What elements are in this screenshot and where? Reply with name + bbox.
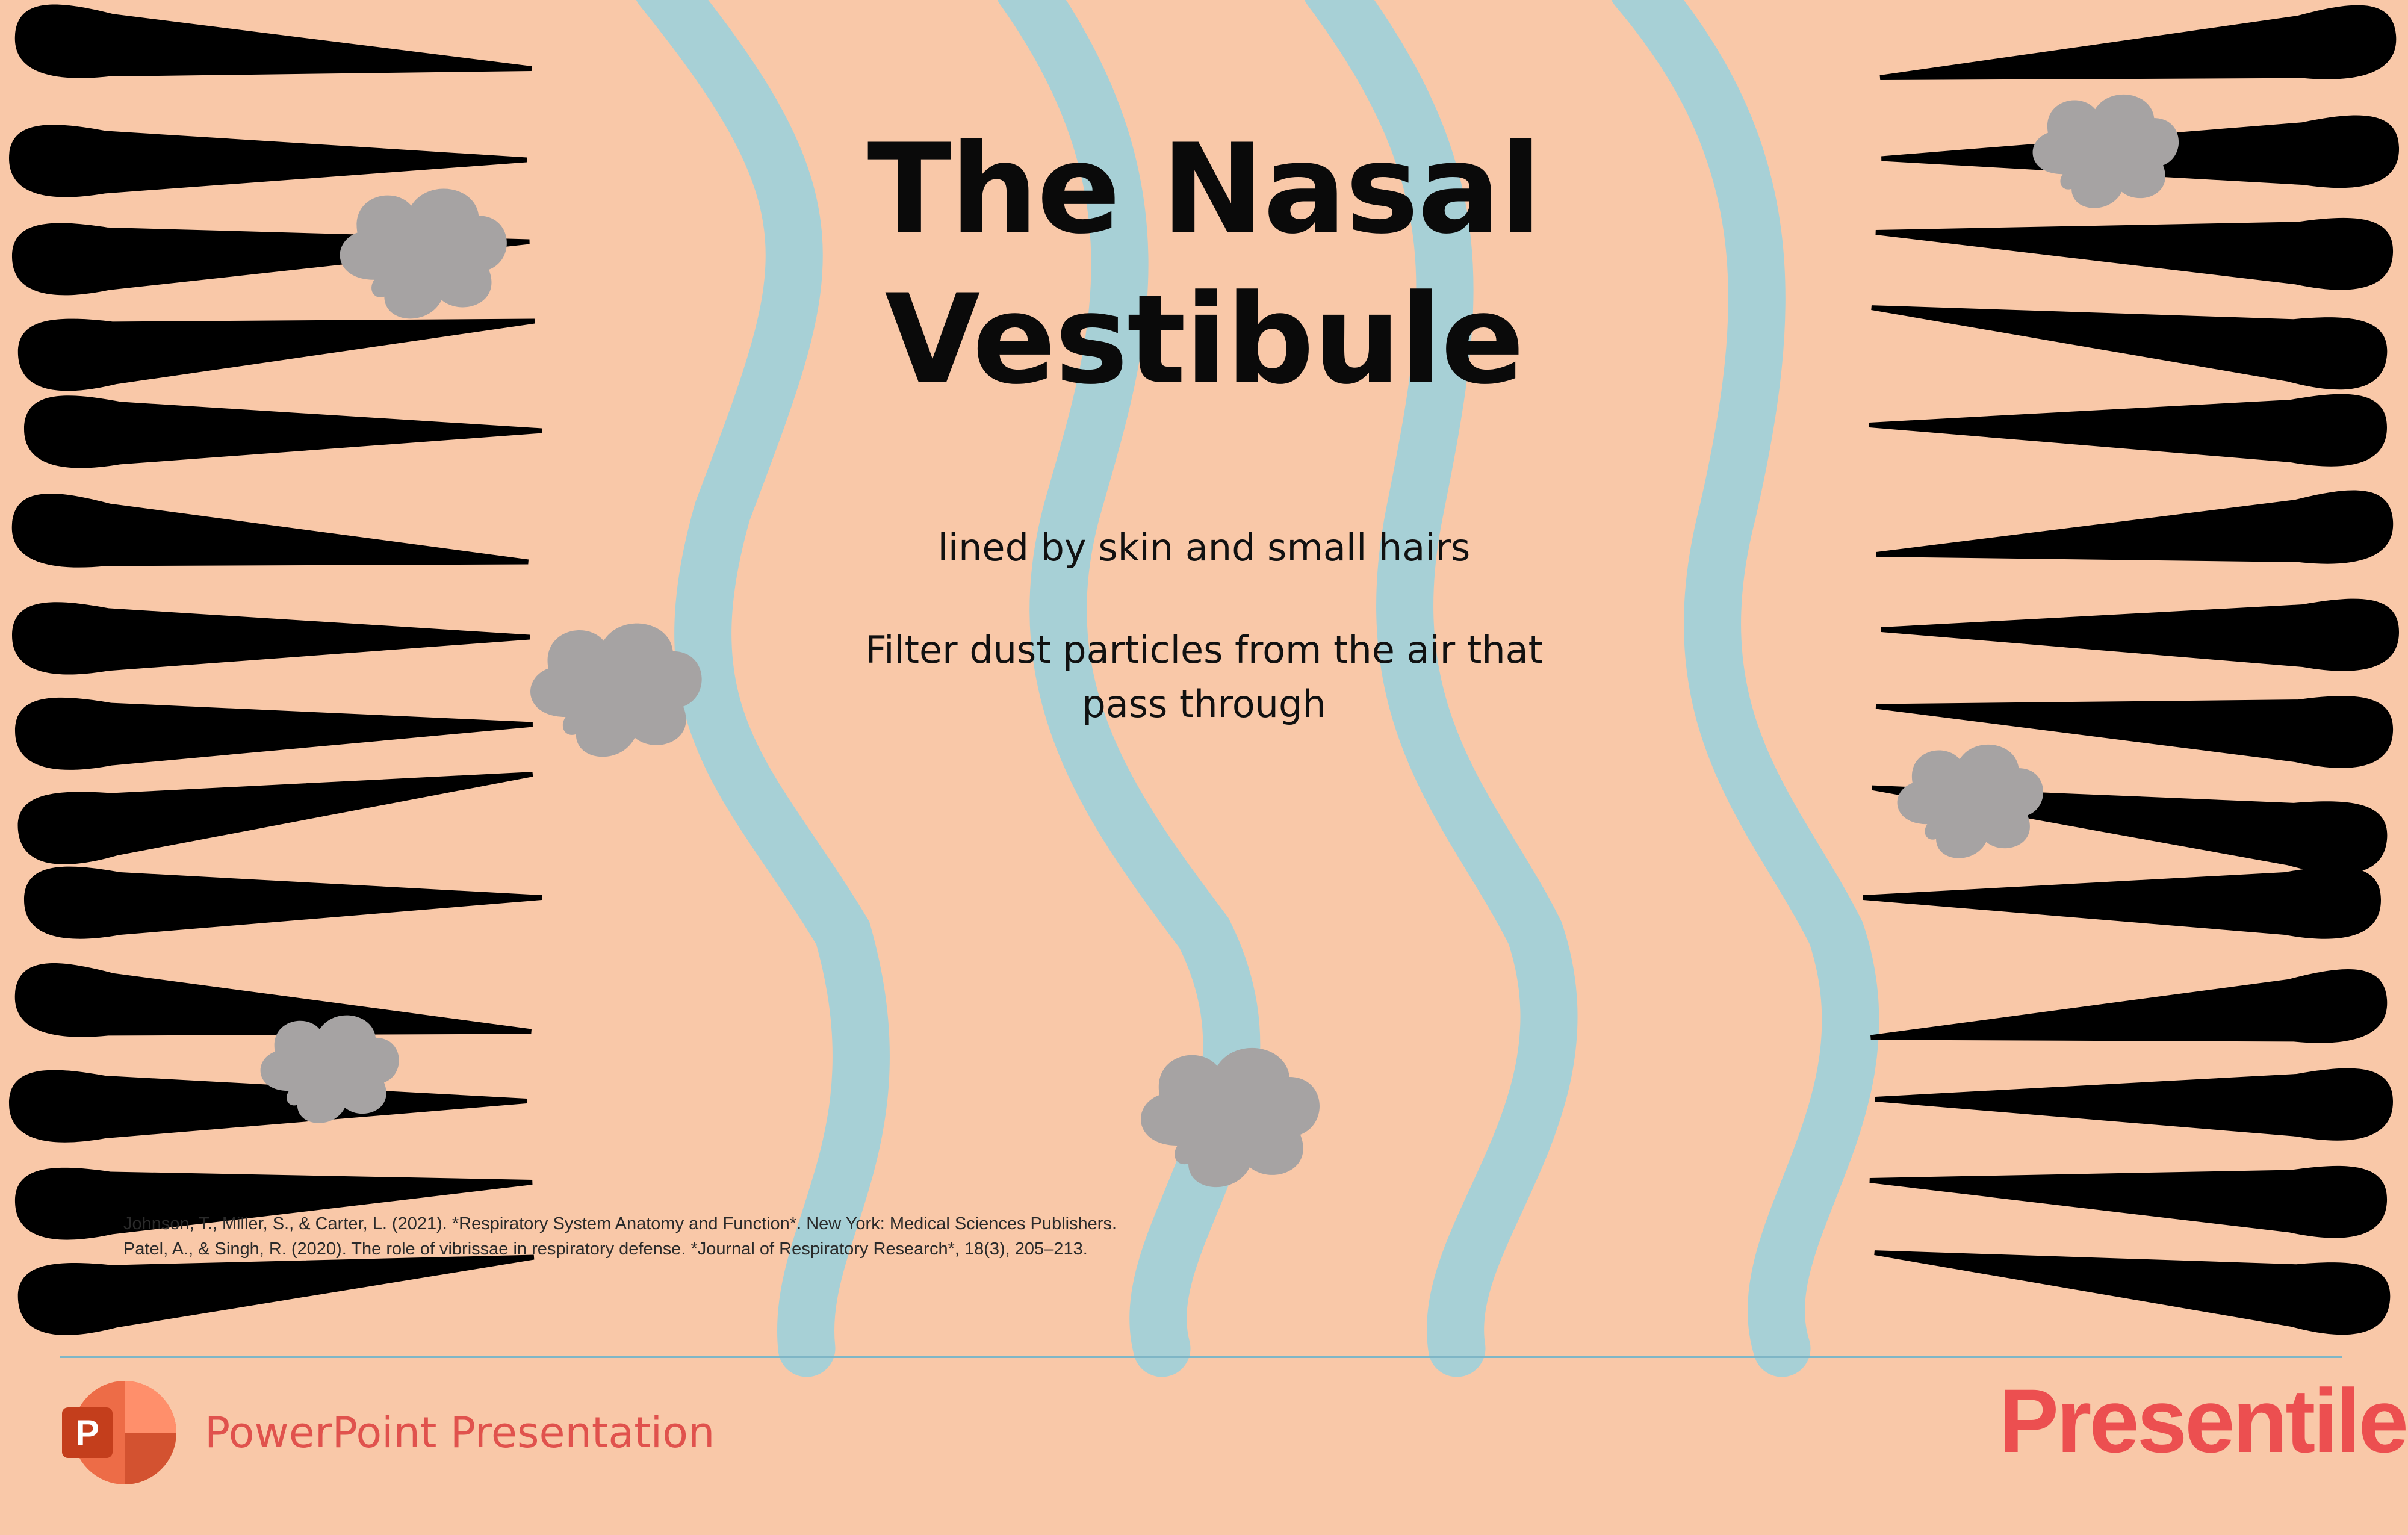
brand-logo: Presentile: [1999, 1370, 2407, 1471]
footer-app-label: PowerPoint Presentation: [205, 1408, 715, 1457]
hair: [1875, 1068, 2393, 1141]
bullet-skin-hairs: lined by skin and small hairs: [937, 526, 1471, 569]
bullet-filter-dust-line-2: pass through: [1082, 682, 1326, 726]
hair: [24, 867, 542, 939]
hair: [11, 602, 530, 679]
hair: [1874, 202, 2394, 292]
hair: [15, 693, 533, 771]
references: [123, 1211, 1448, 1262]
hair: [23, 395, 542, 473]
powerpoint-icon: [57, 1378, 178, 1487]
hair: [12, 2, 533, 110]
hair: [1868, 966, 2390, 1079]
dust-particle: [1141, 1048, 1320, 1187]
reference-1: Johnson, T., Miller, S., & Carter, L. (2021). *Respiratory System Anatomy and Function*. New York: Medical Sciences Publishers.: [123, 1214, 1117, 1233]
dust-particle: [340, 189, 507, 319]
bullet-filter-dust-line-1: Filter dust particles from the air that: [865, 628, 1543, 672]
airflow-line-4: [1637, 0, 1851, 1348]
page-title: [831, 114, 1577, 415]
powerpoint-icon-letter: P: [75, 1413, 100, 1453]
hair: [1881, 599, 2399, 671]
reference-2: Patel, A., & Singh, R. (2020). The role of vibrissae in respiratory defense. *Journal of Respiratory Research*, 18(3), 205–213.: [123, 1239, 1088, 1259]
hair: [1868, 1150, 2388, 1240]
hair: [1863, 867, 2381, 939]
hair: [1868, 277, 2390, 394]
hair: [1871, 1222, 2393, 1339]
bullet-filter-dust: [831, 623, 1577, 731]
dust-particle: [2033, 95, 2179, 208]
hair: [1869, 394, 2387, 467]
title-line-2: Vestibule: [884, 268, 1524, 412]
hair: [1874, 488, 2395, 596]
footer-divider: [60, 1356, 2342, 1358]
right-hairs: [1863, 2, 2400, 1339]
dust-particle: [1898, 745, 2044, 858]
hair: [9, 491, 531, 603]
title-line-1: The Nasal: [867, 118, 1541, 261]
